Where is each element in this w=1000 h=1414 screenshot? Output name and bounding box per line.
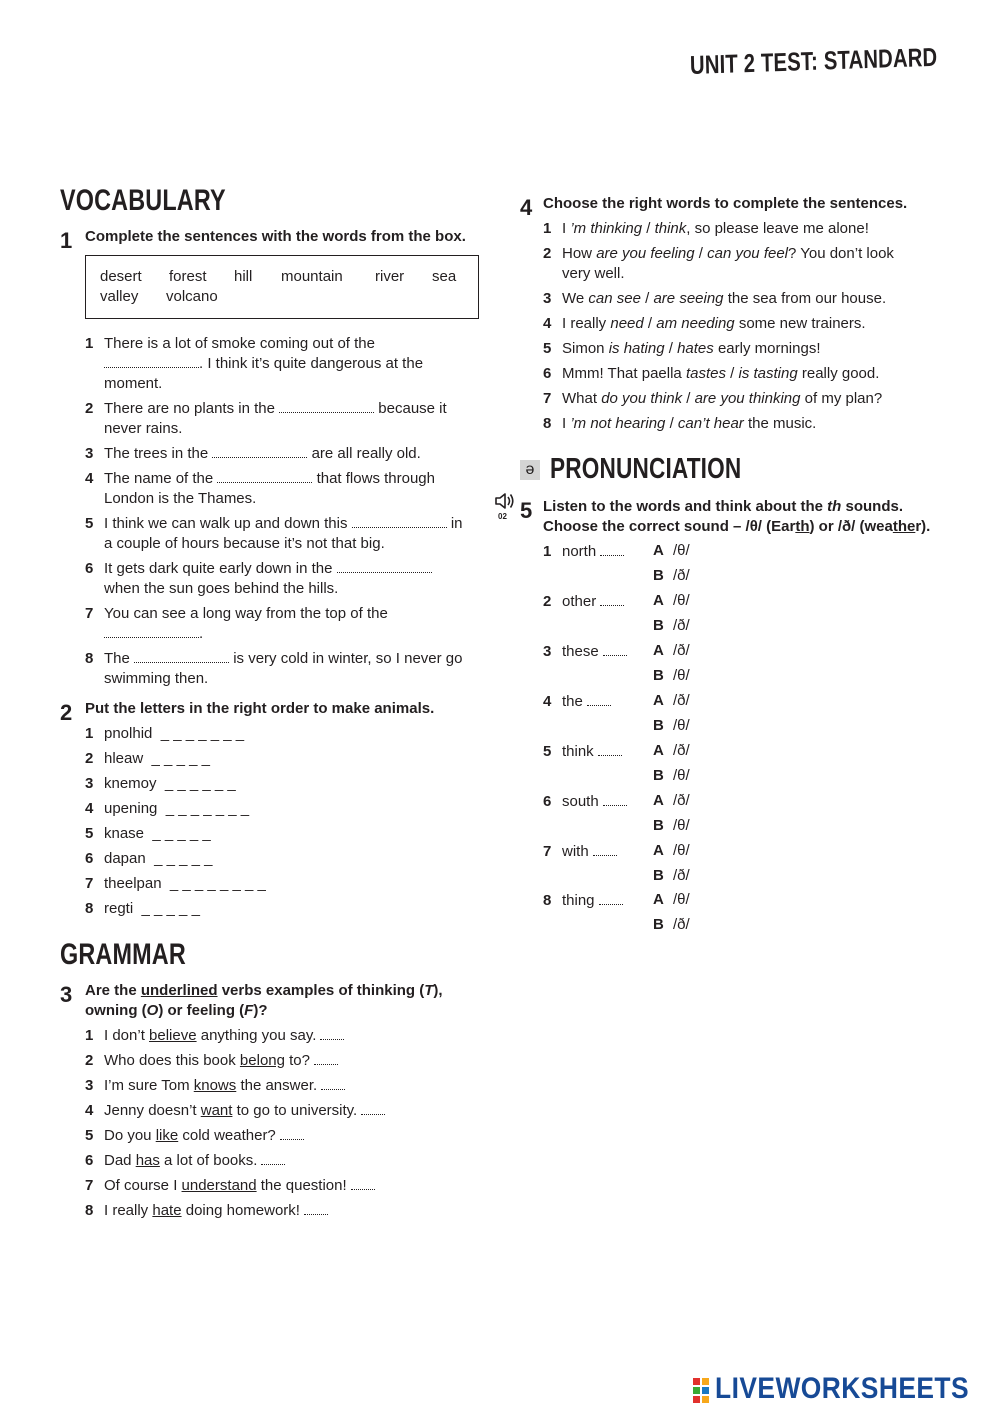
exercise-2-instruction: Put the letters in the right order to make animals. — [85, 700, 435, 717]
answer-gap[interactable] — [593, 842, 617, 856]
answer-gap[interactable] — [134, 649, 229, 663]
answer-blanks[interactable]: _ _ _ _ _ — [152, 825, 211, 842]
exercise-5-number: 5 — [520, 498, 533, 523]
underlined-verb: knows — [193, 1077, 237, 1094]
option-b[interactable]: am needing — [656, 315, 735, 332]
exercise-1-number: 1 — [60, 228, 73, 253]
option-a[interactable]: ’m not hearing — [570, 415, 666, 432]
audio-icon[interactable] — [494, 492, 518, 522]
answer-gap[interactable] — [280, 1126, 304, 1140]
answer-gap[interactable] — [600, 542, 624, 556]
answer-gap[interactable] — [321, 1076, 345, 1090]
option-a[interactable]: can see — [588, 290, 641, 307]
answer-gap[interactable] — [599, 891, 623, 905]
option-a[interactable]: A /ð/ — [653, 642, 690, 659]
exercise-4-instruction: Choose the right words to complete the sentences. — [543, 195, 908, 212]
box-word: valley — [100, 288, 139, 305]
answer-gap[interactable] — [598, 742, 622, 756]
option-a[interactable]: A /θ/ — [653, 842, 690, 859]
answer-gap[interactable] — [279, 399, 374, 413]
box-word: forest — [169, 268, 207, 285]
underlined-verb: has — [135, 1152, 160, 1169]
answer-blanks[interactable]: _ _ _ _ _ _ _ — [160, 725, 245, 742]
option-b[interactable]: B /ð/ — [653, 916, 690, 933]
box-word: volcano — [166, 288, 218, 305]
underlined-verb: belong — [239, 1052, 285, 1069]
test-title: UNIT 2 TEST: STANDARD — [689, 41, 938, 80]
exercise-1-instruction: Complete the sentences with the words from the box. — [85, 228, 466, 245]
option-a[interactable]: A /ð/ — [653, 742, 690, 759]
exercise-3-instruction: Are the underlined verbs examples of thinking (T), owning (O) or feeling (F)? — [85, 982, 443, 1019]
option-b[interactable]: is tasting — [738, 365, 798, 382]
option-a[interactable]: is hating — [608, 340, 665, 357]
underlined-verb: want — [200, 1102, 233, 1119]
answer-gap[interactable] — [212, 444, 307, 458]
option-b[interactable]: can’t hear — [677, 415, 744, 432]
option-a[interactable]: A /θ/ — [653, 592, 690, 609]
option-a[interactable]: are you feeling — [596, 245, 695, 262]
exercise-2-number: 2 — [60, 700, 73, 725]
option-a[interactable]: tastes — [685, 365, 726, 382]
answer-blanks[interactable]: _ _ _ _ _ _ _ _ — [169, 875, 266, 892]
track-number: 02 — [498, 512, 507, 521]
grammar-heading: GRAMMAR — [60, 938, 186, 971]
option-b[interactable]: think — [654, 220, 687, 237]
option-b[interactable]: hates — [677, 340, 714, 357]
option-b[interactable]: B /ð/ — [653, 867, 690, 884]
schwa-icon: ə — [520, 460, 540, 480]
option-a[interactable]: ’m thinking — [570, 220, 643, 237]
answer-blanks[interactable]: _ _ _ _ _ — [154, 850, 213, 867]
option-a[interactable]: do you think — [601, 390, 683, 407]
option-b[interactable]: B /θ/ — [653, 667, 690, 684]
box-word: hill — [234, 268, 253, 285]
answer-gap[interactable] — [587, 692, 611, 706]
option-b[interactable]: are you thinking — [694, 390, 801, 407]
option-b[interactable]: can you feel — [707, 245, 788, 262]
answer-gap[interactable] — [600, 592, 624, 606]
answer-gap[interactable] — [603, 642, 627, 656]
pronunciation-heading: PRONUNCIATION — [550, 453, 742, 485]
vocabulary-heading: VOCABULARY — [60, 184, 226, 217]
logo-text: LIVEWORKSHEETS — [715, 1372, 970, 1405]
option-a[interactable]: A /θ/ — [653, 542, 690, 559]
option-b[interactable]: B /ð/ — [653, 567, 690, 584]
answer-gap[interactable] — [261, 1151, 285, 1165]
underlined-verb: understand — [181, 1177, 257, 1194]
option-a[interactable]: A /θ/ — [653, 891, 690, 908]
answer-blanks[interactable]: _ _ _ _ _ — [151, 750, 210, 767]
option-b[interactable]: B /θ/ — [653, 767, 690, 784]
underlined-verb: like — [155, 1127, 179, 1144]
answer-blanks[interactable]: _ _ _ _ _ _ — [164, 775, 236, 792]
box-word: sea — [432, 268, 457, 285]
answer-gap[interactable] — [314, 1051, 338, 1065]
option-b[interactable]: B /ð/ — [653, 617, 690, 634]
exercise-4-number: 4 — [520, 195, 533, 220]
answer-gap[interactable] — [603, 792, 627, 806]
answer-gap[interactable] — [361, 1101, 385, 1115]
logo-mark-icon — [693, 1378, 711, 1402]
underlined-verb: hate — [152, 1202, 182, 1219]
answer-blanks[interactable]: _ _ _ _ _ _ _ — [165, 800, 250, 817]
answer-gap[interactable] — [104, 354, 199, 368]
option-b[interactable]: are seeing — [653, 290, 724, 307]
word-box — [85, 255, 479, 319]
answer-gap[interactable] — [217, 469, 312, 483]
option-b[interactable]: B /θ/ — [653, 717, 690, 734]
answer-gap[interactable] — [351, 1176, 375, 1190]
answer-blanks[interactable]: _ _ _ _ _ — [141, 900, 200, 917]
box-word: mountain — [281, 268, 343, 285]
answer-gap[interactable] — [352, 514, 447, 528]
box-word: desert — [100, 268, 142, 285]
option-a[interactable]: A /ð/ — [653, 792, 690, 809]
option-a[interactable]: need — [610, 315, 644, 332]
exercise-3-number: 3 — [60, 982, 73, 1007]
box-word: river — [375, 268, 405, 285]
answer-gap[interactable] — [320, 1026, 344, 1040]
answer-gap[interactable] — [304, 1201, 328, 1215]
underlined-verb: believe — [149, 1027, 197, 1044]
option-b[interactable]: B /θ/ — [653, 817, 690, 834]
exercise-5-instruction: Listen to the words and think about the th sounds. Choose the correct sound – /θ/ (Earth) or /ð/ (weather). — [543, 498, 931, 535]
answer-gap[interactable] — [337, 559, 432, 573]
answer-gap[interactable] — [104, 624, 199, 638]
option-a[interactable]: A /ð/ — [653, 692, 690, 709]
